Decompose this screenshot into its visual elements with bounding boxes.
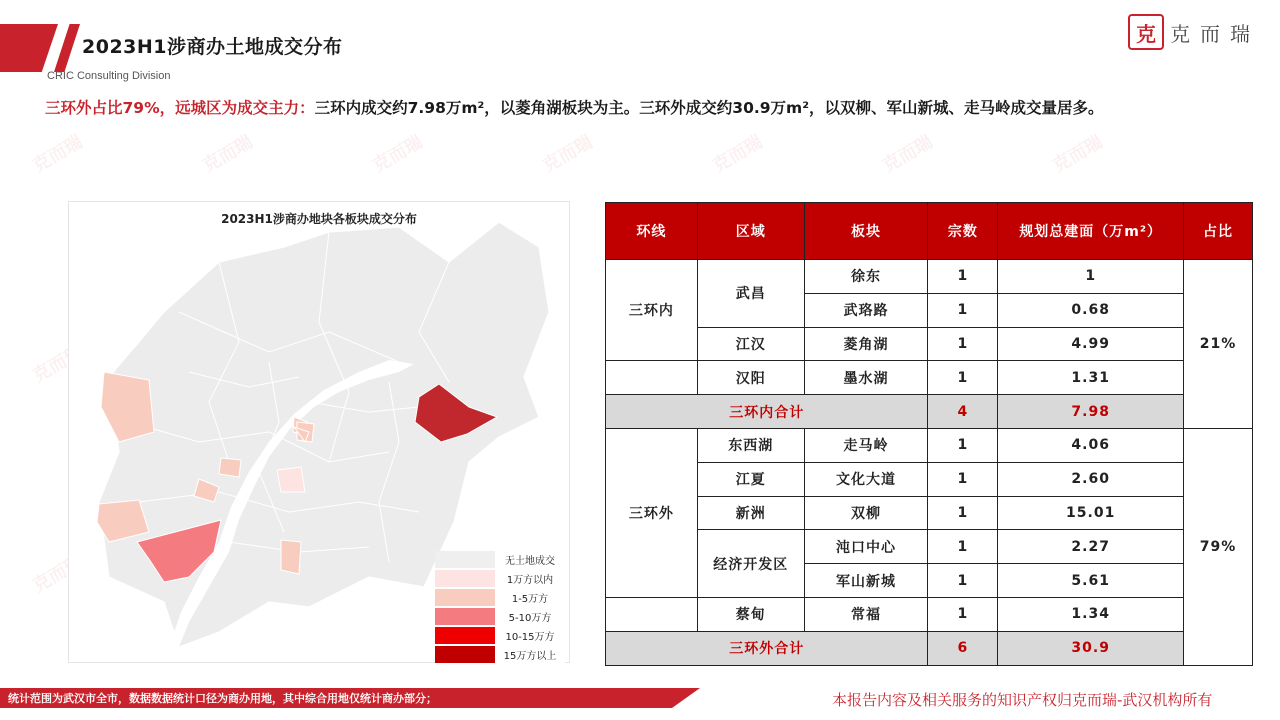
map-legend (435, 551, 565, 665)
table-row (606, 496, 1253, 530)
legend-row (435, 570, 565, 589)
block-cell: 军山新城 (804, 564, 928, 598)
count-cell: 1 (928, 496, 998, 530)
area-cell: 1.34 (998, 597, 1184, 631)
map-region-wuluolu (277, 467, 305, 492)
logo-seal-icon: 克 (1128, 14, 1164, 50)
legend-row (435, 627, 565, 646)
header-ring: 环线 (606, 203, 698, 260)
map-title: 2023H1涉商办地块各板块成交分布 (221, 212, 417, 226)
share-cell: 79% (1184, 428, 1253, 665)
ring-cell-empty (606, 361, 698, 395)
legend-swatch (435, 627, 495, 644)
header-accent-stripe (54, 24, 80, 72)
block-cell: 徐东 (804, 260, 928, 294)
block-cell: 菱角湖 (804, 327, 928, 361)
subtotal-label: 三环外合计 (606, 631, 928, 665)
block-cell: 武珞路 (804, 293, 928, 327)
table-header-row (606, 203, 1253, 260)
table-row (606, 597, 1253, 631)
count-cell: 1 (928, 597, 998, 631)
map-region-moshuihu (219, 458, 241, 477)
area-cell: 15.01 (998, 496, 1184, 530)
block-cell: 墨水湖 (804, 361, 928, 395)
subtotal-count: 4 (928, 395, 998, 429)
area-cell: 1 (998, 260, 1184, 294)
header-count: 宗数 (928, 203, 998, 260)
brand-logo (1128, 14, 1260, 50)
footer-note: 统计范围为武汉市全市，数据数据统计口径为商办用地，其中综合用地仅统计商办部分； (8, 692, 437, 705)
legend-swatch (435, 646, 495, 663)
header-block: 板块 (804, 203, 928, 260)
table-row (606, 361, 1253, 395)
table-row (606, 462, 1253, 496)
legend-row (435, 646, 565, 665)
subtotal-row-outer (606, 631, 1253, 665)
count-cell: 1 (928, 564, 998, 598)
district-cell: 经济开发区 (697, 530, 804, 598)
summary-line (45, 96, 1103, 118)
legend-label: 1-5万方 (495, 589, 565, 606)
legend-swatch (435, 589, 495, 606)
table-row (606, 530, 1253, 564)
count-cell: 1 (928, 293, 998, 327)
summary-highlight: 三环外占比79%，远城区为成交主力： (45, 99, 315, 117)
watermark-text: 克而瑞 (1049, 131, 1107, 177)
watermark-text: 克而瑞 (539, 131, 597, 177)
count-cell: 1 (928, 462, 998, 496)
division-label: CRIC Consulting Division (47, 70, 171, 82)
block-cell: 走马岭 (804, 428, 928, 462)
map-region-zhuankou (281, 540, 301, 574)
district-cell: 东西湖 (697, 428, 804, 462)
district-cell: 蔡甸 (697, 597, 804, 631)
count-cell: 1 (928, 327, 998, 361)
map-panel (68, 201, 570, 663)
subtotal-count: 6 (928, 631, 998, 665)
area-cell: 5.61 (998, 564, 1184, 598)
logo-text: 克而瑞 (1170, 21, 1260, 46)
table-row (606, 327, 1253, 361)
header-district: 区域 (697, 203, 804, 260)
legend-label: 5-10万方 (495, 608, 565, 625)
district-cell: 江汉 (697, 327, 804, 361)
page-title: 2023H1涉商办土地成交分布 (82, 36, 343, 58)
ring-cell-empty (606, 597, 698, 631)
block-cell: 双柳 (804, 496, 928, 530)
subtotal-area: 30.9 (998, 631, 1184, 665)
header-area: 规划总建面（万m²） (998, 203, 1184, 260)
footer-copyright: 本报告内容及相关服务的知识产权归克而瑞-武汉机构所有 (832, 691, 1213, 709)
area-cell: 2.60 (998, 462, 1184, 496)
watermark-text: 克而瑞 (29, 131, 87, 177)
subtotal-area: 7.98 (998, 395, 1184, 429)
legend-swatch (435, 608, 495, 625)
legend-label: 10-15万方 (495, 627, 565, 644)
watermark-text: 克而瑞 (199, 131, 257, 177)
watermark-text: 克而瑞 (369, 131, 427, 177)
subtotal-label: 三环内合计 (606, 395, 928, 429)
header-accent-bar (0, 24, 58, 72)
legend-row (435, 551, 565, 570)
header-share: 占比 (1184, 203, 1253, 260)
watermark-text: 克而瑞 (29, 551, 87, 597)
district-cell: 汉阳 (697, 361, 804, 395)
watermark-text: 克而瑞 (29, 341, 87, 387)
area-cell: 0.68 (998, 293, 1184, 327)
block-cell: 文化大道 (804, 462, 928, 496)
legend-row (435, 589, 565, 608)
map-region-dongxihu (101, 372, 154, 442)
district-cell: 武昌 (697, 260, 804, 328)
legend-swatch (435, 570, 495, 587)
watermark-text: 克而瑞 (709, 131, 767, 177)
area-cell: 4.06 (998, 428, 1184, 462)
legend-label: 15万方以上 (495, 646, 565, 663)
count-cell: 1 (928, 361, 998, 395)
count-cell: 1 (928, 260, 998, 294)
watermark-text: 克而瑞 (879, 131, 937, 177)
area-cell: 4.99 (998, 327, 1184, 361)
district-cell: 新洲 (697, 496, 804, 530)
count-cell: 1 (928, 530, 998, 564)
block-cell: 常福 (804, 597, 928, 631)
ring-cell: 三环内 (606, 260, 698, 361)
table-row (606, 260, 1253, 294)
summary-text: 三环内成交约7.98万m²，以菱角湖板块为主。三环外成交约30.9万m²，以双柳、军山新城、走马岭成交量居多。 (314, 99, 1104, 117)
count-cell: 1 (928, 428, 998, 462)
legend-swatch (435, 551, 495, 568)
block-cell: 沌口中心 (804, 530, 928, 564)
area-cell: 2.27 (998, 530, 1184, 564)
table-row (606, 428, 1253, 462)
legend-label: 1万方以内 (495, 570, 565, 587)
legend-row (435, 608, 565, 627)
district-cell: 江夏 (697, 462, 804, 496)
share-cell: 21% (1184, 260, 1253, 429)
ring-cell: 三环外 (606, 428, 698, 597)
land-deal-table (605, 202, 1253, 666)
area-cell: 1.31 (998, 361, 1184, 395)
legend-label: 无土地成交 (495, 551, 565, 568)
subtotal-row-inner (606, 395, 1253, 429)
